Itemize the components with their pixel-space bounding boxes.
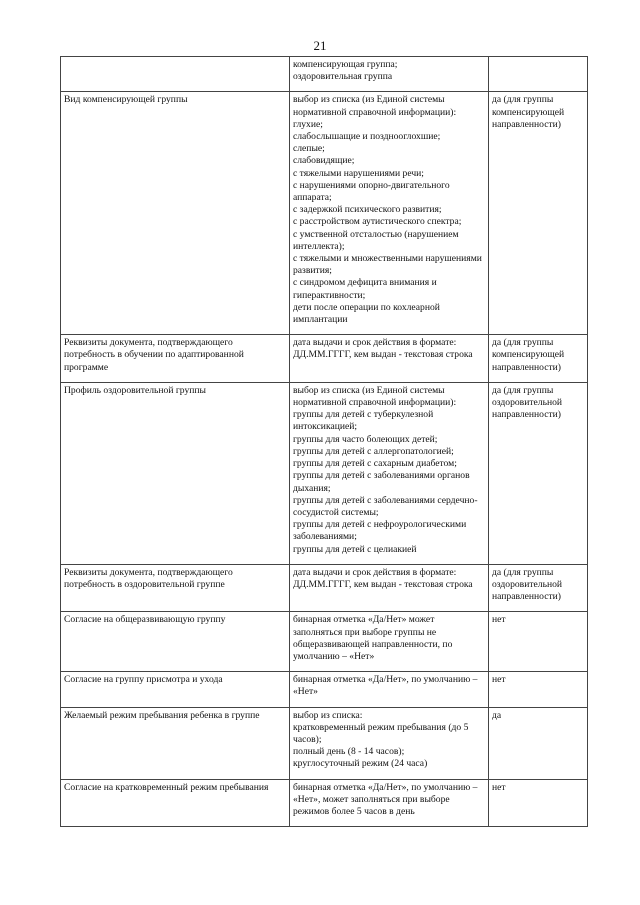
required-cell <box>489 707 588 779</box>
field-name: Согласие на кратковременный режим пребывания <box>64 781 269 793</box>
field-required: да <box>492 709 502 721</box>
required-cell <box>489 672 588 707</box>
page-number: 21 <box>313 38 327 53</box>
field-name: Реквизиты документа, подтверждающего потребность в оздоровительной группе <box>64 566 233 590</box>
field-format: выбор из списка: кратковременный режим пребывания (до 5 часов); полный день (8 - 14 часов); круглосуточный режим (24 часа) <box>293 709 469 770</box>
field-required: да (для группы оздоровительной направленности) <box>492 384 563 421</box>
format-cell <box>290 707 489 779</box>
field-name-cell <box>61 672 290 707</box>
format-cell <box>290 564 489 612</box>
format-cell <box>290 672 489 707</box>
table-row <box>61 335 588 383</box>
field-name: Согласие на общеразвивающую группу <box>64 614 226 626</box>
field-name: Профиль оздоровительной группы <box>64 384 206 396</box>
field-name: Согласие на группу присмотра и ухода <box>64 674 223 686</box>
field-format: компенсирующая группа; оздоровительная группа <box>293 59 398 83</box>
format-cell <box>290 92 489 335</box>
format-cell <box>290 335 489 383</box>
field-name-cell <box>61 382 290 564</box>
field-name: Вид компенсирующей группы <box>64 94 188 106</box>
field-format: дата выдачи и срок действия в формате: ДД.ММ.ГГГГ, кем выдан - текстовая строка <box>293 566 473 590</box>
field-format: бинарная отметка «Да/Нет», по умолчанию – «Нет» <box>293 674 478 698</box>
field-required: да (для группы компенсирующей направленности) <box>492 337 565 373</box>
field-name: Желаемый режим пребывания ребенка в группе <box>64 709 260 721</box>
field-required: нет <box>492 781 506 793</box>
field-name-cell <box>61 335 290 383</box>
format-cell <box>290 382 489 564</box>
field-format: выбор из списка (из Единой системы нормативной справочной информации): глухие; слабослышащие и позднооглохшие; слепые; слабовидящие; с тяжелыми нарушениями речи; с нарушениями опорно-двигательного аппарата; с задержкой психического развития; с расстройством аутистического спектра; с умственной отсталостью (нарушением интеллекта); с тяжелыми и множественными нарушениями развития; с синдромом дефицита внимания и гиперактивности; дети после операции по кохлеарной имплантации <box>293 94 482 326</box>
required-cell <box>489 92 588 335</box>
format-cell <box>290 612 489 672</box>
field-format: дата выдачи и срок действия в формате: ДД.ММ.ГГГГ, кем выдан - текстовая строка <box>293 337 473 361</box>
required-cell <box>489 779 588 827</box>
table-row <box>61 672 588 707</box>
required-cell <box>489 612 588 672</box>
format-cell <box>290 779 489 827</box>
table-row <box>61 779 588 827</box>
field-required: да (для группы оздоровительной направленности) <box>492 566 563 603</box>
field-name-cell <box>61 92 290 335</box>
field-name-cell <box>61 612 290 672</box>
field-format: бинарная отметка «Да/Нет» может заполняться при выборе группы не общеразвивающей направленности, по умолчанию – «Нет» <box>293 614 453 662</box>
table-row <box>61 707 588 779</box>
table-row <box>61 564 588 612</box>
format-cell <box>290 57 489 92</box>
field-format: выбор из списка (из Единой системы нормативной справочной информации): группы для детей с туберкулезной интоксикацией; группы для часто болеющих детей; группы для детей с аллергопатологией; группы для детей с сахарным диабетом; группы для детей с заболеваниями органов дыхания; группы для детей с заболеваниями сердечно-сосудистой системы; группы для детей с нефроурологическими заболеваниями; группы для детей с целиакией <box>293 384 478 555</box>
field-required: нет <box>492 674 506 686</box>
table-row <box>61 92 588 335</box>
table-row <box>61 57 588 92</box>
field-required: нет <box>492 614 506 626</box>
required-cell <box>489 564 588 612</box>
table-row <box>61 382 588 564</box>
field-name: Реквизиты документа, подтверждающего потребность в обучении по адаптированной программе <box>64 337 244 373</box>
required-cell <box>489 382 588 564</box>
requirements-table <box>60 56 588 827</box>
field-required: да (для группы компенсирующей направленности) <box>492 94 565 130</box>
field-name-cell <box>61 707 290 779</box>
field-name-cell <box>61 564 290 612</box>
field-name-cell <box>61 779 290 827</box>
required-cell <box>489 57 588 92</box>
table-row <box>61 612 588 672</box>
field-name-cell <box>61 57 290 92</box>
required-cell <box>489 335 588 383</box>
field-format: бинарная отметка «Да/Нет», по умолчанию – «Нет», может заполняться при выборе режимов более 5 часов в день <box>293 781 478 817</box>
